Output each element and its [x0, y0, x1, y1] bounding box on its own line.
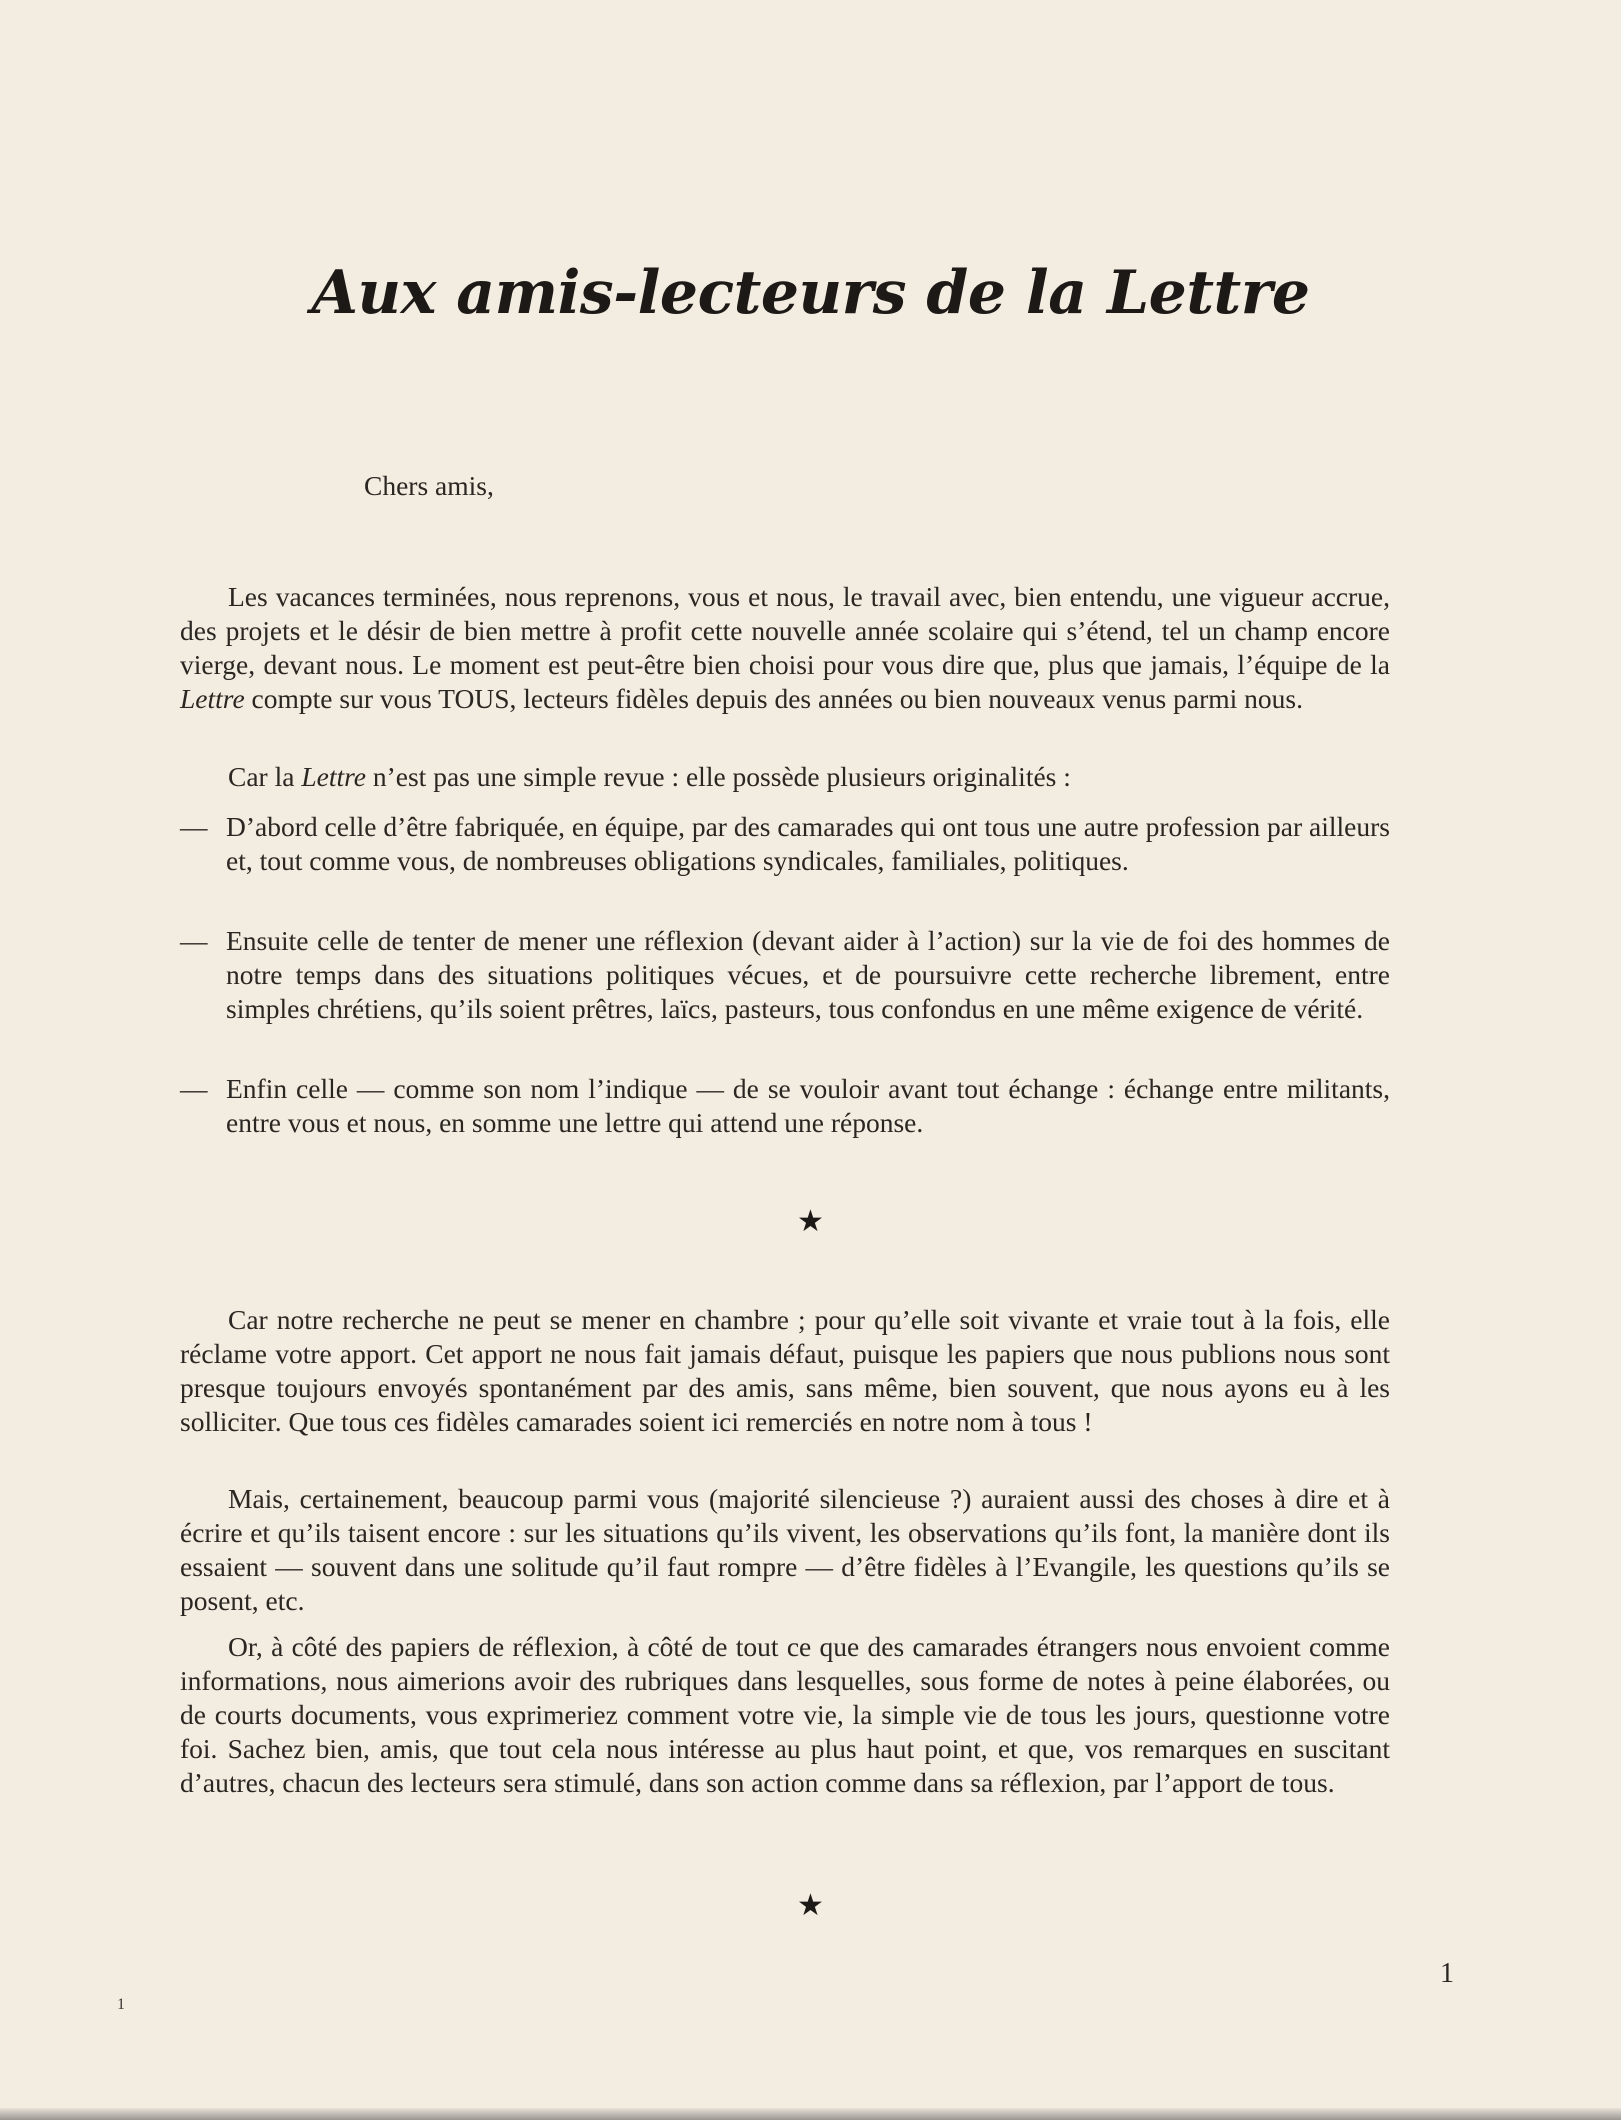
margin-mark: 1	[117, 1996, 125, 2013]
dash-marker: —	[180, 925, 208, 956]
star-separator-bottom: ★	[797, 1889, 824, 1922]
paragraph-rubrics: Or, à côté des papiers de réflexion, à côté de tout ce que des camarades étrangers nous envoient comme informations, nous aimerions avoir des rubriques dans lesquelles, sous forme de notes à peine élaborées, ou de courts documents, vous exprimeriez comment votre vie, la simple vie de tous les jours, questionne votre foi. Sachez bien, amis, que tout cela nous intéresse au plus haut point, et que, vos remarques en suscitant d’autres, chacun des lecteurs sera stimulé, dans son action comme dans sa réflexion, par l’apport de tous.	[180, 1631, 1390, 1798]
paragraph-originalities	[180, 760, 1390, 794]
list-item-first	[180, 810, 1390, 878]
paragraph-silent-majority: Mais, certainement, beaucoup parmi vous (majorité silencieuse ?) auraient aussi des choses à dire et à écrire et qu’ils taisent encore : sur les situations qu’ils vivent, les observations qu’ils font, la manière dont ils essaient — souvent dans une solitude qu’il faut rompre — d’être fidèles à l’Evangile, les questions qu’ils se posent, etc.	[180, 1483, 1390, 1616]
dash-marker: —	[180, 1073, 208, 1104]
page-number: 1	[1440, 1958, 1454, 1989]
paragraph-intro	[180, 580, 1390, 716]
paragraph-originalities-start: Car la	[228, 761, 302, 792]
list-item-first-text: D’abord celle d’être fabriquée, en équipe, par des camarades qui ont tous une autre profession par ailleurs et, tout comme vous, de nombreuses obligations syndicales, familiales, politiques.	[226, 811, 1390, 876]
list-item-second	[180, 924, 1390, 1026]
star-separator: ★	[797, 1205, 824, 1238]
list-item-third	[180, 1072, 1390, 1140]
page-bottom-edge	[0, 2108, 1621, 2120]
paragraph-intro-italic: Lettre	[180, 683, 245, 714]
list-item-third-text: Enfin celle — comme son nom l’indique — de se vouloir avant tout échange : échange entre militants, entre vous et nous, en somme une lettre qui attend une réponse.	[226, 1073, 1390, 1138]
list-item-second-text: Ensuite celle de tenter de mener une réflexion (devant aider à l’action) sur la vie de foi des hommes de notre temps dans des situations politiques vécues, et de poursuivre cette recherche librement, entre simples chrétiens, qu’ils soient prêtres, laïcs, pasteurs, tous confondus en une même exigence de vérité.	[226, 925, 1390, 1024]
page-title: Aux amis-lecteurs de la Lettre	[311, 258, 1310, 328]
dash-marker: —	[180, 811, 208, 842]
paragraph-research: Car notre recherche ne peut se mener en chambre ; pour qu’elle soit vivante et vraie tout à la fois, elle réclame votre apport. Cet apport ne nous fait jamais défaut, puisque les papiers que nous publions nous sont presque toujours envoyés spontanément par des amis, sans même, bien souvent, que nous ayons eu à les solliciter. Que tous ces fidèles camarades soient ici remerciés en notre nom à tous !	[180, 1304, 1390, 1437]
paragraph-intro-end: compte sur vous TOUS, lecteurs fidèles depuis des années ou bien nouveaux venus parmi nous.	[244, 683, 1303, 714]
paragraph-intro-text: Les vacances terminées, nous reprenons, vous et nous, le travail avec, bien entendu, une vigueur accrue, des projets et le désir de bien mettre à profit cette nouvelle année scolaire qui s’étend, tel un champ encore vierge, devant nous. Le moment est peut-être bien choisi pour vous dire que, plus que jamais, l’équipe de la	[180, 581, 1390, 680]
paragraph-originalities-italic: Lettre	[301, 761, 366, 792]
salutation: Chers amis,	[364, 470, 494, 501]
paragraph-originalities-end: n’est pas une simple revue : elle possède plusieurs originalités :	[365, 761, 1071, 792]
